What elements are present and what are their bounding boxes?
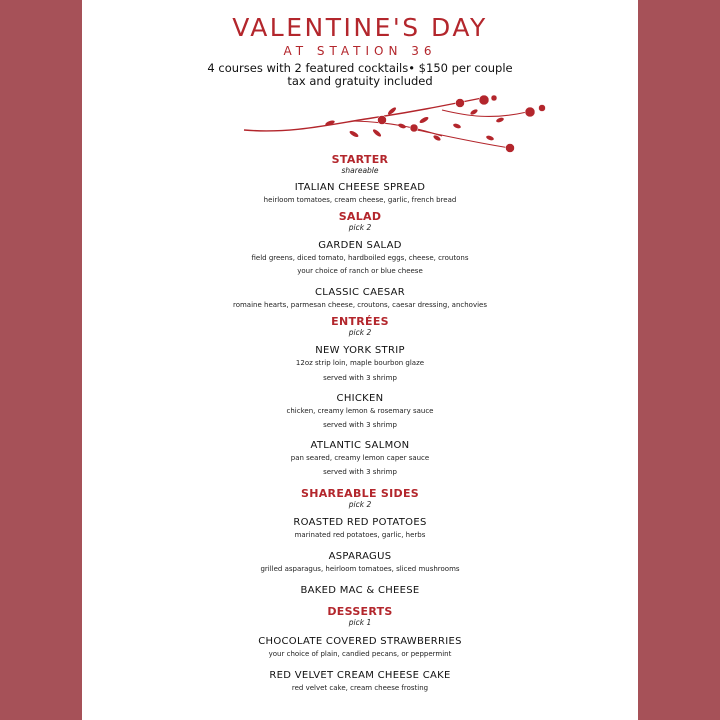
dish-name: RED VELVET CREAM CHEESE CAKE [269, 670, 451, 681]
section-heading-sides: SHAREABLE SIDES [301, 487, 419, 500]
section-heading-entrees: ENTRÉES [331, 315, 389, 328]
section-note-starter: shareable [341, 166, 379, 175]
dish-name: GARDEN SALAD [318, 240, 402, 251]
section-note-entrees: pick 2 [348, 328, 372, 337]
dish-desc: heirloom tomatoes, cream cheese, garlic, french bread [263, 196, 457, 204]
menu-subtitle: AT STATION 36 [283, 44, 437, 58]
dish-desc: chicken, creamy lemon & rosemary sauce [286, 407, 434, 415]
section-note-sides: pick 2 [348, 500, 372, 509]
dish-desc: field greens, diced tomato, hardboiled eggs, cheese, croutons [251, 254, 469, 262]
dish-desc: your choice of plain, candied pecans, or peppermint [268, 650, 452, 658]
info-line-price: 4 courses with 2 featured cocktails• $150 per couple [207, 61, 513, 75]
menu-info [82, 62, 638, 88]
dish-name: ASPARAGUS [328, 551, 392, 562]
dish-extra: served with 3 shrimp [323, 421, 397, 429]
dish-name: CLASSIC CAESAR [314, 287, 406, 298]
dish-desc: red velvet cake, cream cheese frosting [291, 684, 429, 692]
dish-desc: 12oz strip loin, maple bourbon glaze [295, 359, 425, 367]
dish-name: ITALIAN CHEESE SPREAD [294, 182, 426, 193]
dish-extra: served with 3 shrimp [323, 468, 397, 476]
dish-desc: pan seared, creamy lemon caper sauce [290, 454, 430, 462]
dish-extra: served with 3 shrimp [323, 374, 397, 382]
dish-name: ROASTED RED POTATOES [293, 517, 427, 528]
info-line-tax: tax and gratuity included [287, 74, 433, 88]
dish-desc: grilled asparagus, heirloom tomatoes, sliced mushrooms [260, 565, 460, 573]
dish-desc: romaine hearts, parmesan cheese, croutons, caesar dressing, anchovies [232, 301, 487, 309]
section-heading-desserts: DESSERTS [327, 605, 393, 618]
section-heading-starter: STARTER [331, 153, 389, 166]
dish-name: BAKED MAC & CHEESE [300, 585, 420, 596]
section-heading-salad: SALAD [338, 210, 382, 223]
dish-desc: marinated red potatoes, garlic, herbs [294, 531, 426, 539]
dish-name: CHOCOLATE COVERED STRAWBERRIES [258, 636, 462, 647]
dish-name: CHICKEN [336, 393, 384, 404]
dish-name: NEW YORK STRIP [315, 345, 405, 356]
section-note-desserts: pick 1 [348, 618, 372, 627]
dish-name: ATLANTIC SALMON [310, 440, 410, 451]
menu-page [82, 0, 638, 720]
rose-branch-icon [242, 90, 562, 160]
dish-extra: your choice of ranch or blue cheese [297, 267, 423, 275]
menu-title: VALENTINE'S DAY [232, 13, 488, 42]
section-note-salad: pick 2 [348, 223, 372, 232]
